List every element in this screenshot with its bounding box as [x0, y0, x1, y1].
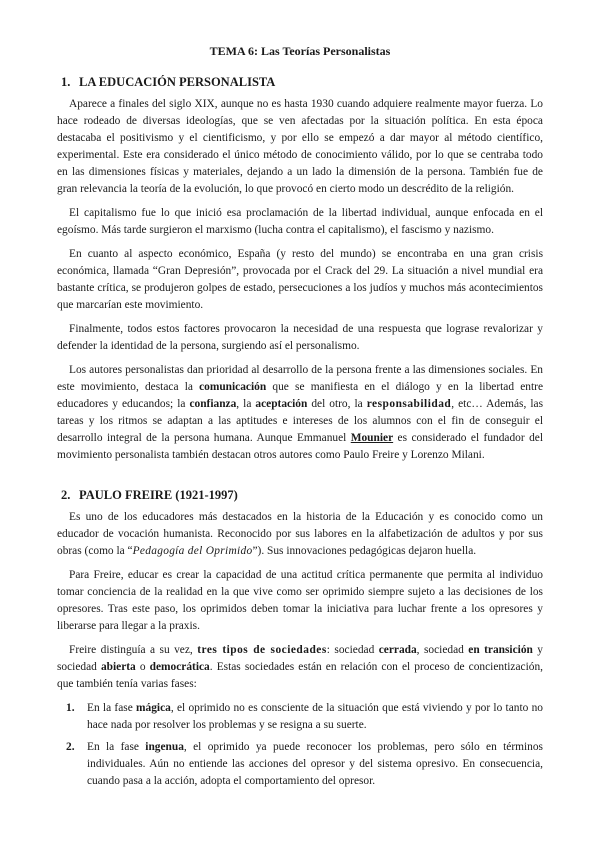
emphasis: democrática: [149, 661, 210, 673]
section-heading-2: [61, 488, 543, 503]
paragraph: El capitalismo fue lo que inició esa proclamación de la libertad individual, aunque enfocada en el egoísmo. Más tarde surgieron el marxismo (lucha contra el capitalismo), el fascismo y nazismo.: [57, 207, 543, 236]
section-heading-1: [61, 75, 543, 90]
paragraph: Finalmente, todos estos factores provocaron la necesidad de una respuesta que lograse revalorizar y defender la identidad de la persona, surgiendo así el personalismo.: [57, 323, 543, 352]
list-item: 1. En la fase mágica, el oprimido no es consciente de la situación que está viviendo y por lo tanto no hace nada por resolver los problemas y se resigna a su suerte.: [66, 702, 543, 731]
section-number: 2.: [61, 488, 71, 502]
emphasis-italic: Pedagogía del Oprimido: [132, 545, 253, 557]
section-title: LA EDUCACIÓN PERSONALISTA: [79, 75, 276, 89]
document-title: TEMA 6: Las Teorías Personalistas: [209, 44, 391, 58]
emphasis: aceptación: [255, 398, 308, 410]
paragraph: Aparece a finales del siglo XIX, aunque no es hasta 1930 cuando adquiere realmente mayor fuerza. Lo hace rodeado de diversas ideologías, que se ven afectadas por la situación política. En esta época destacaba el positivismo y el cientificismo, y por ello se empezó a dar mayor al método científico, experimental. Este era considerado el único método de conocimiento válido, por lo que se centraba todo en las dimensiones físicas y materiales, dejando a un lado la dimensión de la persona. También fue de gran relevancia la teoría de la evolución, lo que provocó en cierto modo un descrédito de la religión.: [57, 98, 543, 195]
paragraph: Es uno de los educadores más destacados en la historia de la Educación y es conocido como un educador de vocación humanista. Reconocido por sus labores en la alfabetización de adultos y por sus obras (como la “Pedagogía del Oprimido”). Sus innovaciones pedagógicas dejaron huella.: [57, 511, 543, 557]
emphasis: mágica: [136, 702, 171, 714]
emphasis: abierta: [100, 661, 136, 673]
emphasis: confianza: [189, 398, 237, 410]
emphasis: comunicación: [199, 381, 267, 393]
paragraph: Freire distinguía a su vez, tres tipos de sociedades: sociedad cerrada, sociedad en transición y sociedad abierta o democrática. Estas sociedades están en relación con el proceso de concientización, que también tenía varias fases:: [57, 644, 544, 690]
emphasis-underlined: Mounier: [350, 432, 394, 444]
section-number: 1.: [61, 75, 71, 89]
emphasis: tres tipos de sociedades: [197, 644, 327, 656]
section-title: PAULO FREIRE (1921-1997): [79, 488, 238, 502]
emphasis: en transición: [468, 644, 533, 656]
paragraph: Los autores personalistas dan prioridad al desarrollo de la persona frente a las dimensiones sociales. En este movimiento, destaca la comunicación que se manifiesta en el diálogo y en la libertad entre educadores y educandos; la confianza, la aceptación del otro, la responsabilidad, etc… Además, las tareas y los ritmos se adaptan a las aptitudes e intereses de los alumnos con el fin de conseguir el desarrollo integral de la persona humana. Aunque Emmanuel Mounier es considerado el fundador del movimiento personalista también destacan otros autores como Paulo Freire y Lorenzo Milani.: [57, 364, 544, 461]
phase-list: [57, 700, 543, 790]
paragraph: Para Freire, educar es crear la capacidad de una actitud crítica permanente que permita al individuo tomar conciencia de la realidad en la que vive como ser oprimido siempre sujeto a las decisiones de los opresores. Tras este paso, los oprimidos deben tomar la iniciativa para luchar frente a los opresores y liberarse para llegar a la praxis.: [57, 569, 543, 632]
list-item: 2. En la fase ingenua, el oprimido ya puede reconocer los problemas, pero sólo en términos individuales. Aún no entiende las acciones del opresor y del sistema opresivo. En consecuencia, cuando pasa a la acción, adopta el comportamiento del opresor.: [66, 741, 543, 787]
paragraph: En cuanto al aspecto económico, España (y resto del mundo) se encontraba en una gran crisis económica, llamada “Gran Depresión”, provocada por el Crack del 29. La situación a nivel mundial era bastante crítica, se produjeron golpes de estado, persecuciones a los judíos y muchos más acontecimientos que marcarían este movimiento.: [57, 248, 543, 311]
emphasis: responsabilidad: [366, 398, 452, 410]
emphasis: ingenua: [145, 741, 184, 753]
emphasis: cerrada: [378, 644, 417, 656]
